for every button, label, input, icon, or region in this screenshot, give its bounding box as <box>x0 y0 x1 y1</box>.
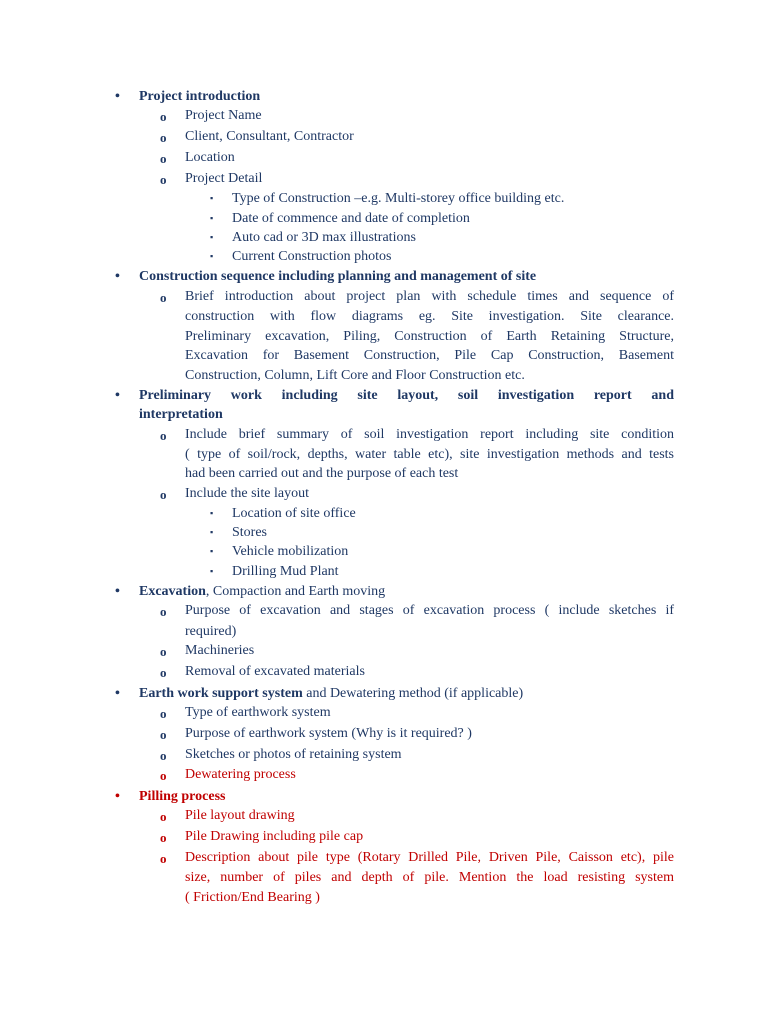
paragraph-line: Construction, Column, Lift Core and Floor Construction etc. <box>185 368 525 383</box>
sub-bullet-marker: o <box>160 172 167 187</box>
sub-bullet-marker: o <box>160 768 167 783</box>
list-item: Client, Consultant, Contractor <box>185 129 354 144</box>
sub-list-item: Location of site office <box>232 506 356 521</box>
paragraph-line: construction with flow diagrams eg. Site investigation. Site clearance. <box>185 309 674 324</box>
section-title-pilling-process: Pilling process <box>139 789 226 804</box>
sub-bullet-marker: o <box>160 748 167 763</box>
sub-list-item: Drilling Mud Plant <box>232 564 339 579</box>
sub-list-item: Vehicle mobilization <box>232 544 349 559</box>
sub-list-item: Date of commence and date of completion <box>232 211 470 226</box>
section-title-earth-work-support <box>139 684 523 703</box>
sub-bullet-marker: o <box>160 809 167 824</box>
sub-bullet-marker: o <box>160 665 167 680</box>
sub-bullet-marker: o <box>160 644 167 659</box>
bullet-marker: • <box>115 789 120 804</box>
square-bullet-marker: ▪ <box>210 508 214 518</box>
list-item: Include the site layout <box>185 486 310 501</box>
paragraph-line: required) <box>185 624 237 639</box>
section-title-preliminary-work: Preliminary work including site layout, soil investigation report and <box>139 388 674 403</box>
paragraph-line: Include brief summary of soil investigation report including site condition <box>185 427 674 442</box>
sub-bullet-marker: o <box>160 604 167 619</box>
sub-list-item: Auto cad or 3D max illustrations <box>232 230 416 245</box>
sub-bullet-marker: o <box>160 830 167 845</box>
section-title-excavation <box>139 582 385 601</box>
sub-bullet-marker: o <box>160 487 167 502</box>
list-item: Location <box>185 150 235 165</box>
paragraph-line: size, number of piles and depth of pile. Mention the load resisting system <box>185 870 674 885</box>
bullet-marker: • <box>115 584 120 599</box>
bullet-marker: • <box>115 269 120 284</box>
paragraph-line: Description about pile type (Rotary Drilled Pile, Driven Pile, Caisson etc), pile <box>185 850 674 865</box>
sub-bullet-marker: o <box>160 428 167 443</box>
section-title-construction-sequence: Construction sequence including planning and management of site <box>139 269 537 284</box>
list-item-highlighted: Pile layout drawing <box>185 808 295 823</box>
list-item: Project Detail <box>185 171 263 186</box>
section-title-continuation: interpretation <box>139 407 223 422</box>
list-item: Machineries <box>185 643 255 658</box>
sub-bullet-marker: o <box>160 851 167 866</box>
paragraph-line: Brief introduction about project plan with schedule times and sequence of <box>185 289 674 304</box>
list-item: Type of earthwork system <box>185 705 331 720</box>
paragraph-line: ( type of soil/rock, depths, water table etc), site investigation methods and tests <box>185 447 674 462</box>
square-bullet-marker: ▪ <box>210 213 214 223</box>
sub-bullet-marker: o <box>160 151 167 166</box>
bullet-marker: • <box>115 388 120 403</box>
paragraph-line: Preliminary excavation, Piling, Construction of Earth Retaining Structure, <box>185 329 674 344</box>
sub-bullet-marker: o <box>160 706 167 721</box>
section-title-bold-part: Excavation <box>139 584 206 599</box>
paragraph-line: Purpose of excavation and stages of excavation process ( include sketches if <box>185 603 674 618</box>
square-bullet-marker: ▪ <box>210 232 214 242</box>
square-bullet-marker: ▪ <box>210 193 214 203</box>
square-bullet-marker: ▪ <box>210 527 214 537</box>
list-item-highlighted: Dewatering process <box>185 767 296 782</box>
bullet-marker: • <box>115 89 120 104</box>
sub-bullet-marker: o <box>160 130 167 145</box>
section-title-rest: , Compaction and Earth moving <box>205 584 386 599</box>
section-title-bold-part: Earth work support system <box>139 686 303 701</box>
paragraph-line: ( Friction/End Bearing ) <box>185 890 320 905</box>
section-title-rest: and Dewatering method (if applicable) <box>302 686 524 701</box>
paragraph-line: Excavation for Basement Construction, Pile Cap Construction, Basement <box>185 348 674 363</box>
sub-bullet-marker: o <box>160 290 167 305</box>
square-bullet-marker: ▪ <box>210 566 214 576</box>
square-bullet-marker: ▪ <box>210 546 214 556</box>
square-bullet-marker: ▪ <box>210 251 214 261</box>
list-item: Purpose of earthwork system (Why is it required? ) <box>185 726 472 741</box>
bullet-marker: • <box>115 686 120 701</box>
section-title-project-introduction: Project introduction <box>139 89 261 104</box>
sub-list-item: Type of Construction –e.g. Multi-storey office building etc. <box>232 191 565 206</box>
list-item-highlighted: Pile Drawing including pile cap <box>185 829 364 844</box>
list-item: Removal of excavated materials <box>185 664 365 679</box>
list-item: Sketches or photos of retaining system <box>185 747 402 762</box>
sub-list-item: Current Construction photos <box>232 249 392 264</box>
paragraph-line: had been carried out and the purpose of each test <box>185 466 459 481</box>
list-item: Project Name <box>185 108 262 123</box>
sub-list-item: Stores <box>232 525 267 540</box>
sub-bullet-marker: o <box>160 727 167 742</box>
sub-bullet-marker: o <box>160 109 167 124</box>
